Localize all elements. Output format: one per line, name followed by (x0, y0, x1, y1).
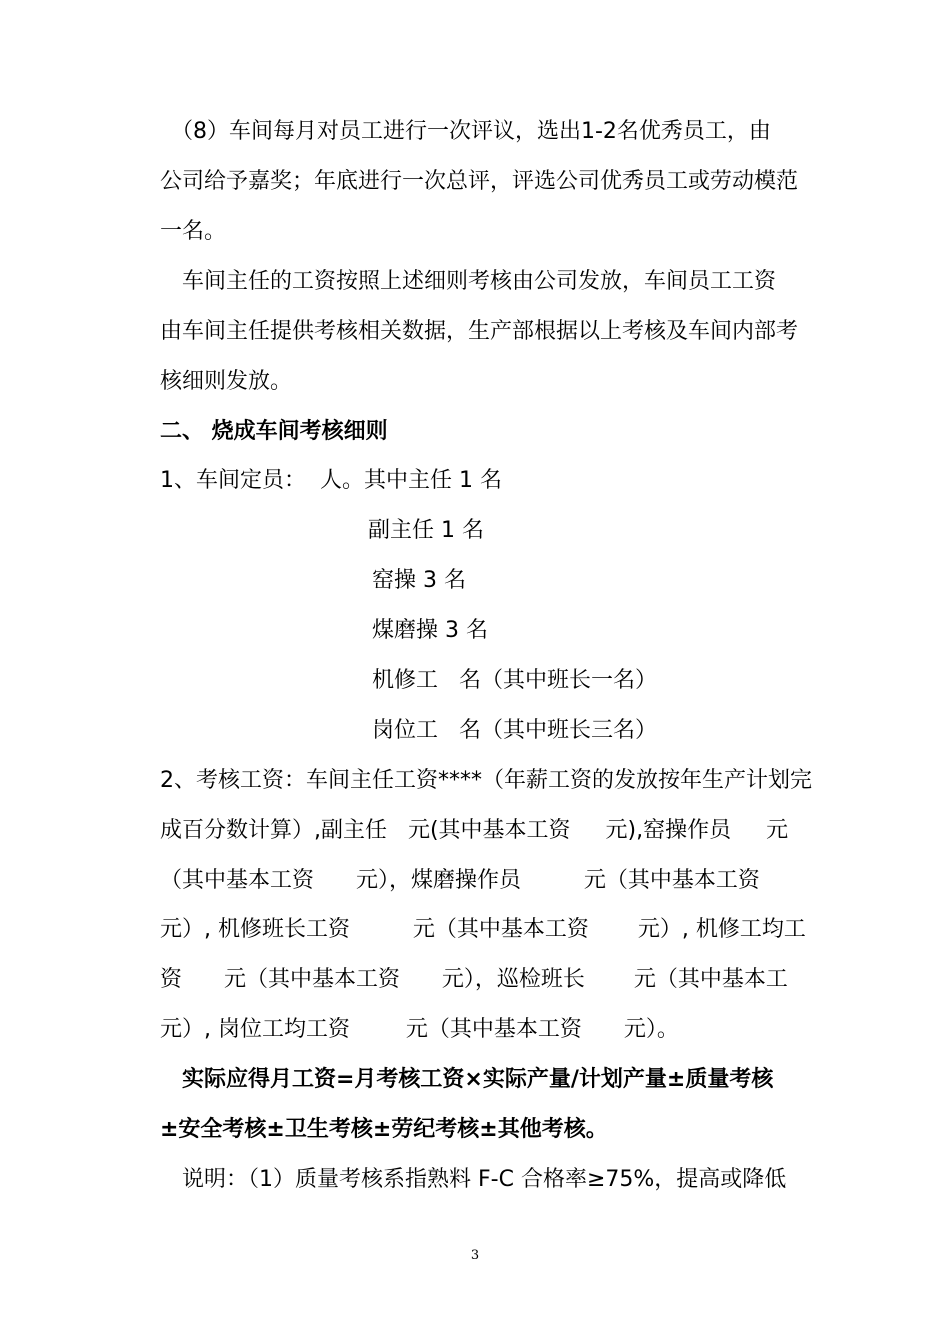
formula-line: ±安全考核±卫生考核±劳纪考核±其他考核。 (160, 1117, 608, 1142)
paragraph-line: 成百分数计算）,副主任 元(其中基本工资 元),窑操作员 元 (160, 818, 789, 843)
page-number: 3 (470, 1248, 480, 1263)
paragraph-line: 核细则发放。 (160, 369, 293, 394)
paragraph-line: 说明：（1）质量考核系指熟料 F-C 合格率≥75%，提高或降低 (160, 1167, 787, 1192)
paragraph-line: 元）, 机修班长工资 元（其中基本工资 元）, 机修工均工 (160, 917, 806, 942)
paragraph-line: 公司给予嘉奖；年底进行一次总评，评选公司优秀员工或劳动模范 (160, 169, 799, 194)
paragraph-line: 资 元（其中基本工资 元），巡检班长 元（其中基本工 (160, 967, 788, 992)
formula-line: 实际应得月工资=月考核工资×实际产量/计划产量±质量考核 (160, 1067, 774, 1092)
staffing-line: 1、车间定员： 人。其中主任 1 名 (160, 468, 502, 493)
staffing-line: 机修工 名（其中班长一名） (372, 668, 657, 693)
paragraph-line: 2、考核工资：车间主任工资****（年薪工资的发放按年生产计划完 (160, 768, 812, 793)
paragraph-line: 由车间主任提供考核相关数据，生产部根据以上考核及车间内部考 (160, 319, 799, 344)
staffing-line: 副主任 1 名 (368, 518, 484, 543)
staffing-line: 岗位工 名（其中班长三名） (372, 718, 657, 743)
paragraph-line: 车间主任的工资按照上述细则考核由公司发放，车间员工工资 (160, 269, 777, 294)
paragraph-line: （8）车间每月对员工进行一次评议，选出1-2名优秀员工，由 (160, 119, 771, 144)
staffing-line: 窑操 3 名 (372, 568, 466, 593)
paragraph-line: 元）, 岗位工均工资 元（其中基本工资 元）。 (160, 1017, 679, 1042)
paragraph-line: （其中基本工资 元），煤磨操作员 元（其中基本工资 (160, 868, 760, 893)
section-heading: 二、 烧成车间考核细则 (160, 419, 388, 444)
staffing-line: 煤磨操 3 名 (372, 618, 488, 643)
paragraph-line: 一名。 (160, 219, 227, 244)
